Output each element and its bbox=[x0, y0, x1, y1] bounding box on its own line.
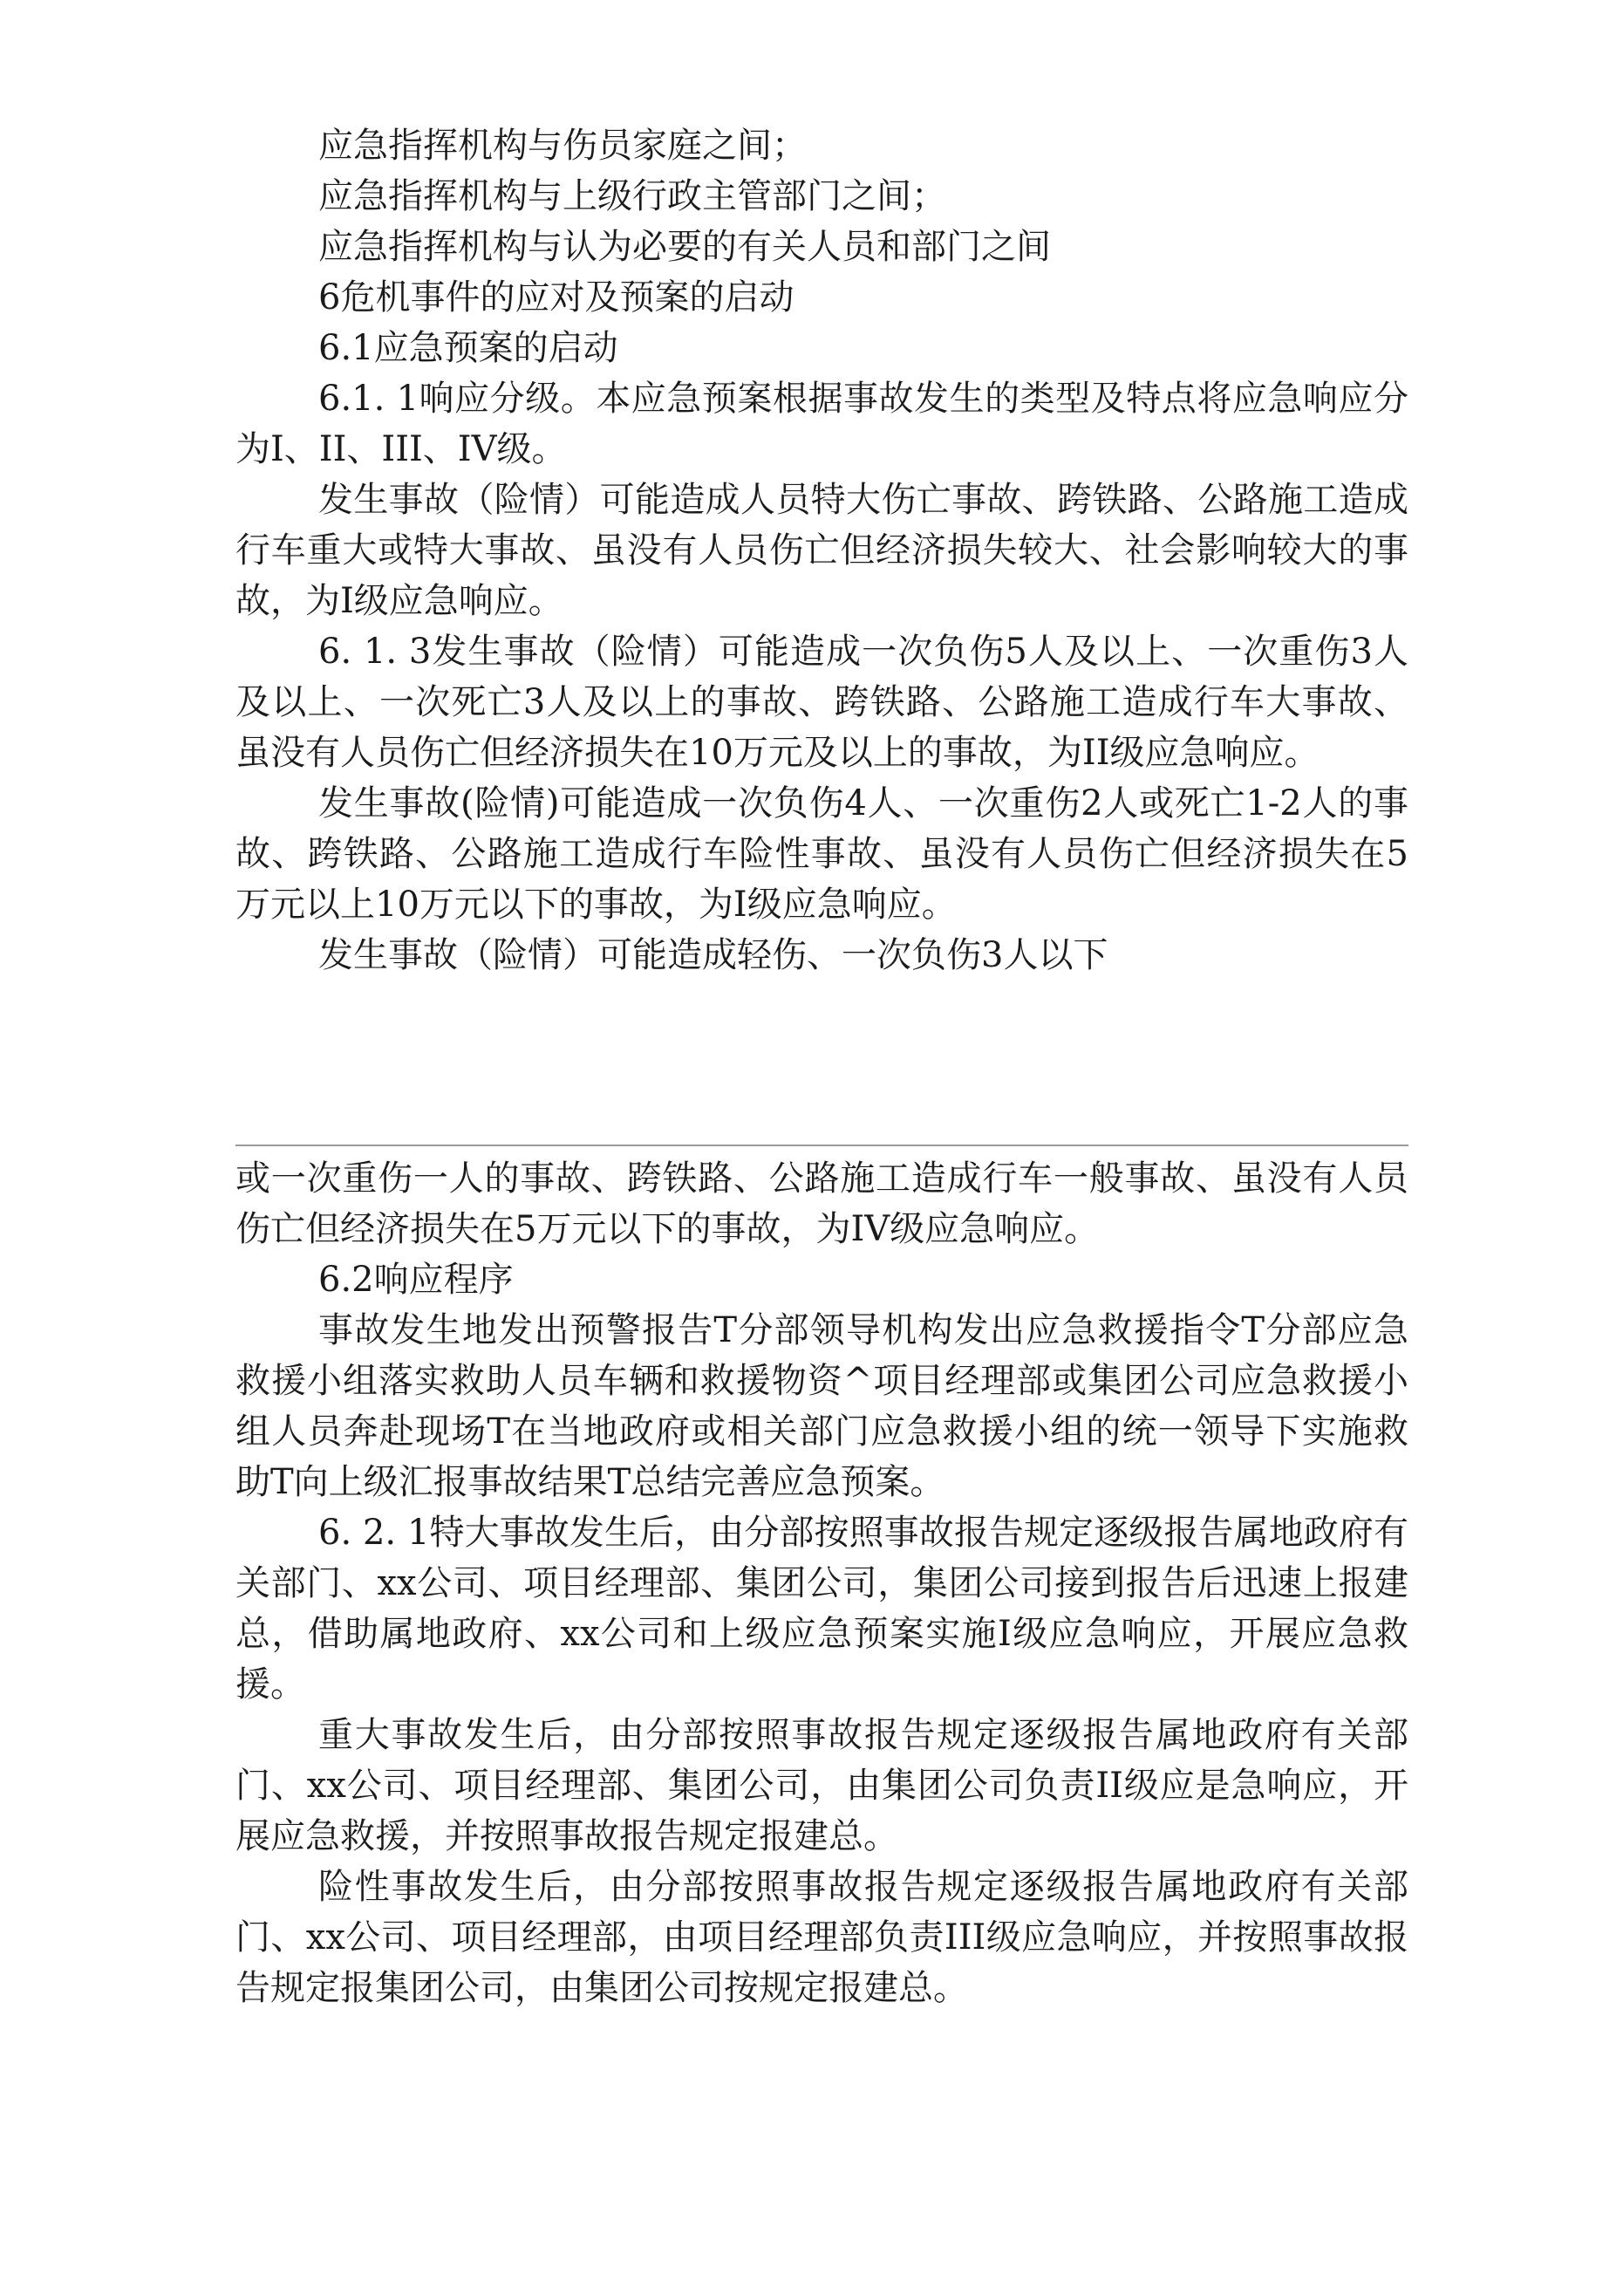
upper-section bbox=[235, 120, 1408, 981]
paragraph-response-flow: 事故发生地发出预警报告T分部领导机构发出应急救援指令T分部应急救援小组落实救助人员车辆和救援物资^项目经理部或集团公司应急救援小组人员奔赴现场T在当地政府或相关部门应急救援小组的统一领导下实施救助T向上级汇报事故结果T总结完善应急预案。 bbox=[235, 1310, 1408, 1502]
contact-line-3: 应急指挥机构与认为必要的有关人员和部门之间 bbox=[318, 227, 1051, 267]
page-divider bbox=[235, 1145, 1408, 1146]
paragraph-level-4-start: 发生事故（险情）可能造成轻伤、一次负伤3人以下 bbox=[318, 935, 1108, 975]
paragraph-level-4-continued: 或一次重伤一人的事故、跨铁路、公路施工造成行车一般事故、虽没有人员伤亡但经济损失在5万元以下的事故，为IV级应急响应。 bbox=[235, 1158, 1408, 1249]
paragraph-level-3: 发生事故(险情)可能造成一次负伤4人、一次重伤2人或死亡1-2人的事故、跨铁路、公路施工造成行车险性事故、虽没有人员伤亡但经济损失在5万元以上10万元以下的事故，为I级应急响应。 bbox=[235, 783, 1408, 925]
section-heading-6-2: 6.2响应程序 bbox=[318, 1260, 514, 1300]
contact-line-2: 应急指挥机构与上级行政主管部门之间； bbox=[318, 176, 946, 216]
lower-section bbox=[235, 1153, 1408, 2013]
paragraph-major-accident: 重大事故发生后，由分部按照事故报告规定逐级报告属地政府有关部门、xx公司、项目经理部、集团公司，由集团公司负责II级应是急响应，开展应急救援，并按照事故报告规定报建总。 bbox=[235, 1715, 1408, 1856]
paragraph-6-1-1: 6.1. 1响应分级。本应急预案根据事故发生的类型及特点将应急响应分为I、II、III、IV级。 bbox=[235, 379, 1408, 469]
paragraph-6-2-1: 6. 2. 1特大事故发生后，由分部按照事故报告规定逐级报告属地政府有关部门、xx公司、项目经理部、集团公司，集团公司接到报告后迅速上报建总，借助属地政府、xx公司和上级应急预案实施I级应急响应，开展应急救援。 bbox=[235, 1513, 1408, 1705]
contact-line-1: 应急指挥机构与伤员家庭之间； bbox=[318, 126, 807, 166]
section-heading-6: 6危机事件的应对及预案的启动 bbox=[318, 277, 794, 318]
paragraph-level-1: 发生事故（险情）可能造成人员特大伤亡事故、跨铁路、公路施工造成行车重大或特大事故、虽没有人员伤亡但经济损失较大、社会影响较大的事故，为I级应急响应。 bbox=[235, 480, 1408, 621]
paragraph-6-1-3: 6. 1. 3发生事故（险情）可能造成一次负伤5人及以上、一次重伤3人及以上、一次死亡3人及以上的事故、跨铁路、公路施工造成行车大事故、虽没有人员伤亡但经济损失在10万元及以上的事故，为II级应急响应。 bbox=[235, 632, 1408, 773]
paragraph-dangerous-accident: 险性事故发生后，由分部按照事故报告规定逐级报告属地政府有关部门、xx公司、项目经理部，由项目经理部负责III级应急响应，并按照事故报告规定报集团公司，由集团公司按规定报建总。 bbox=[235, 1867, 1408, 2008]
section-heading-6-1: 6.1应急预案的启动 bbox=[318, 328, 618, 368]
